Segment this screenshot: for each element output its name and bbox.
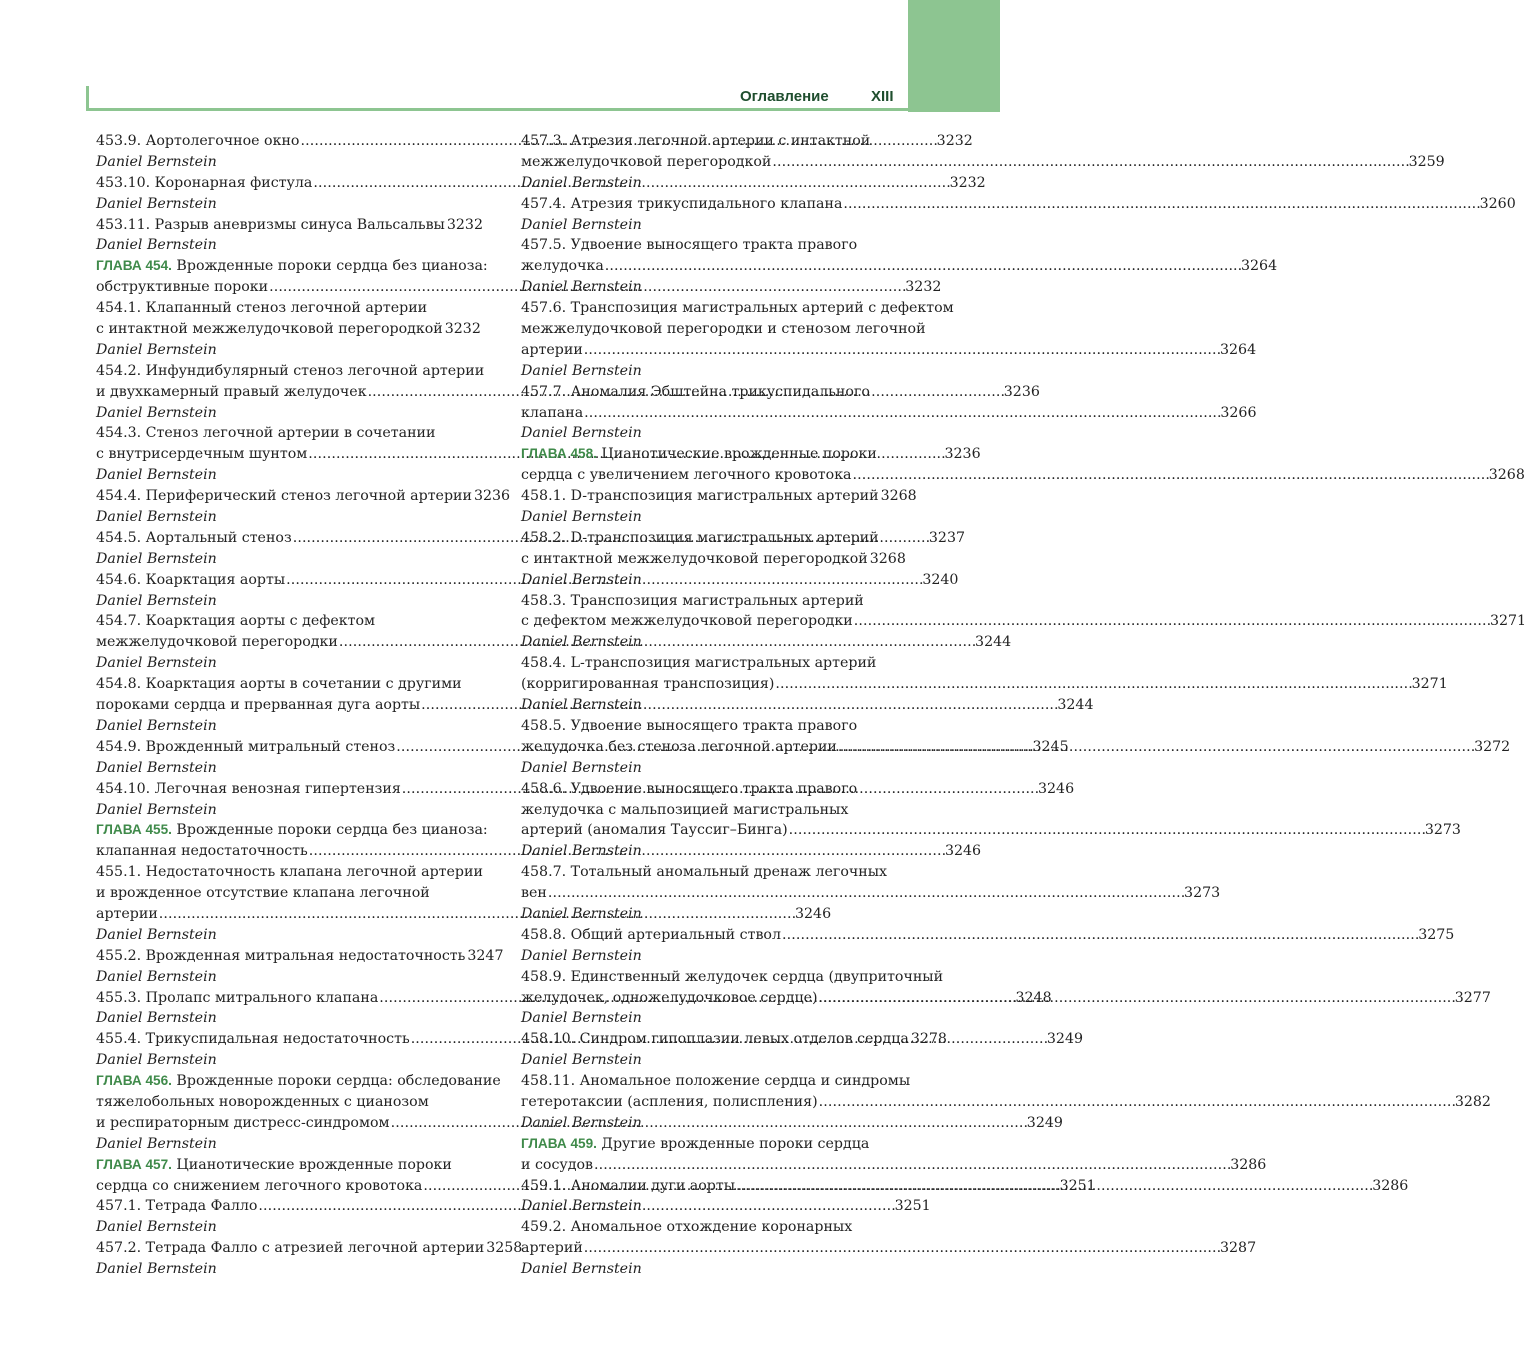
toc-entry-text: сердца с увеличением легочного кровотока <box>521 467 852 484</box>
toc-page-number: 3273 <box>1424 822 1461 839</box>
toc-entry-text: 458.8. Общий артериальный ствол <box>521 926 781 943</box>
toc-chapter-entry <box>96 820 488 841</box>
toc-entry-text: (корригированная транспозиция) <box>521 676 775 693</box>
dot-leader <box>605 256 1240 277</box>
toc-author: Daniel Bernstein <box>521 843 642 860</box>
toc-entry-text: и врожденное отсутствие клапана легочной <box>96 885 430 902</box>
toc-entry-text: 458.6. Удвоение выносящего тракта правого <box>521 780 858 797</box>
toc-entry <box>521 591 899 612</box>
toc-entry <box>521 235 899 256</box>
toc-entry-title <box>96 988 378 1009</box>
toc-author: Daniel Bernstein <box>521 634 642 651</box>
page-number: XIII <box>871 88 894 105</box>
running-header-title: Оглавление <box>740 88 829 105</box>
toc-entry <box>521 528 899 549</box>
toc-author: Daniel Bernstein <box>521 362 642 379</box>
toc-author: Daniel Bernstein <box>96 717 217 734</box>
chapter-label: ГЛАВА 455. <box>96 822 172 838</box>
toc-author: Daniel Bernstein <box>521 905 642 922</box>
toc-entry-text: 458.5. Удвоение выносящего тракта правого <box>521 717 858 734</box>
toc-entry-title <box>96 1238 484 1259</box>
toc-page-number: 3249 <box>1026 1114 1063 1131</box>
toc-entry <box>521 486 917 507</box>
toc-author: Daniel Bernstein <box>96 341 217 358</box>
toc-entry-text: 457.6. Транспозиция магистральных артерий с дефектом <box>521 300 954 317</box>
toc-page-number: 3246 <box>1038 780 1075 797</box>
toc-page-number: 3244 <box>1057 697 1094 714</box>
toc-entry <box>521 1155 1267 1176</box>
toc-page-number: 3272 <box>1474 738 1511 755</box>
toc-author: Daniel Bernstein <box>96 550 217 567</box>
toc-entry <box>521 298 954 319</box>
toc-entry <box>521 1071 911 1092</box>
toc-author: Daniel Bernstein <box>96 1261 217 1278</box>
dot-leader <box>736 1176 1371 1197</box>
toc-entry-text: желудочка <box>521 258 604 275</box>
toc-author: Daniel Bernstein <box>521 509 642 526</box>
toc-entry <box>521 549 906 570</box>
toc-entry-title <box>96 946 465 967</box>
toc-entry-title <box>96 319 443 340</box>
toc-entry-text: артерии <box>521 341 583 358</box>
toc-entry-text: 458.1. D-транспозиция магистральных артерий <box>521 488 879 505</box>
toc-page-number: 3236 <box>473 488 511 505</box>
toc-entry <box>521 319 926 340</box>
toc-entry-text: 458.10. Синдром гипоплазии левых отделов сердца <box>521 1031 909 1048</box>
toc-entry-text: 458.4. L-транспозиция магистральных артерий <box>521 655 877 672</box>
toc-entry-title <box>96 904 158 925</box>
toc-entry <box>96 674 474 695</box>
toc-author: Daniel Bernstein <box>521 571 642 588</box>
toc-entry-title <box>96 215 445 236</box>
toc-author: Daniel Bernstein <box>521 216 642 233</box>
toc-entry-title <box>521 152 771 173</box>
toc-chapter-entry <box>96 1155 474 1176</box>
toc-entry <box>521 820 1461 841</box>
toc-entry-title <box>521 403 583 424</box>
toc-entry-title <box>96 1196 257 1217</box>
toc-author: Daniel Bernstein <box>96 926 217 943</box>
toc-entry <box>96 946 504 967</box>
toc-author: Daniel Bernstein <box>96 1010 217 1027</box>
dot-leader <box>853 465 1488 486</box>
toc-entry-text: 454.7. Коарктация аорты с дефектом <box>96 613 376 630</box>
toc-entry-text: межжелудочковой перегородки <box>96 634 338 651</box>
toc-entry-title <box>521 340 583 361</box>
toc-entry <box>96 862 483 883</box>
toc-author: Daniel Bernstein <box>521 1198 642 1215</box>
toc-entry-text: и респираторным дистресс-синдромом <box>96 1114 390 1131</box>
toc-entry <box>521 403 1257 424</box>
toc-entry-text: 455.4. Трикуспидальная недостаточность <box>96 1031 410 1048</box>
toc-entry-text: клапана <box>521 404 584 421</box>
toc-entry-text: с интактной межжелудочковой перегородкой <box>521 550 868 567</box>
toc-entry-title <box>96 444 307 465</box>
toc-entry-title <box>521 465 852 486</box>
toc-entry-title <box>521 883 547 904</box>
toc-entry-title <box>521 674 774 695</box>
toc-entry-text: 457.2. Тетрада Фалло с атрезией легочной артерии <box>96 1240 485 1257</box>
toc-page-number: 3264 <box>1241 258 1278 275</box>
toc-entry-text: Цианотические врожденные пороки <box>596 446 877 463</box>
toc-entry <box>521 152 1445 173</box>
toc-author: Daniel Bernstein <box>96 801 217 818</box>
toc-entry-text: 453.10. Коронарная фистула <box>96 174 313 191</box>
toc-entry-text: тяжелобольных новорожденных с цианозом <box>96 1093 429 1110</box>
toc-entry <box>96 486 511 507</box>
toc-page-number: 3246 <box>944 843 982 860</box>
toc-entry-text: Врожденные пороки сердца: обследование <box>171 1073 501 1090</box>
header-rule <box>86 108 908 111</box>
dot-leader <box>584 1238 1219 1259</box>
toc-page-number: 3273 <box>1184 885 1221 902</box>
toc-page-number: 3240 <box>922 571 959 588</box>
toc-entry <box>521 131 899 152</box>
toc-author: Daniel Bernstein <box>96 655 217 672</box>
chapter-label: ГЛАВА 458. <box>521 446 597 462</box>
toc-page-number: 3286 <box>1230 1156 1267 1173</box>
toc-entry-title <box>96 131 299 152</box>
toc-entry <box>521 967 944 988</box>
toc-entry-title <box>521 256 604 277</box>
toc-entry-title <box>521 1238 583 1259</box>
toc-entry-text: Врожденные пороки сердца без цианоза: <box>171 822 488 839</box>
toc-author: Daniel Bernstein <box>521 1114 642 1131</box>
toc-chapter-entry <box>521 1134 899 1155</box>
toc-page-number: 3237 <box>928 529 966 546</box>
chapter-label: ГЛАВА 459. <box>521 1135 597 1151</box>
toc-page-number: 3278 <box>910 1031 947 1048</box>
dot-leader <box>843 194 1478 215</box>
toc-entry-text: межжелудочковой перегородки и стенозом легочной <box>521 321 926 338</box>
toc-entry-title <box>521 611 853 632</box>
toc-entry-text: Врожденные пороки сердца без цианоза: <box>171 258 488 275</box>
toc-entry-text: 454.1. Клапанный стеноз легочной артерии <box>96 300 428 317</box>
toc-entry <box>96 1092 474 1113</box>
toc-entry-text: 457.5. Удвоение выносящего тракта правого <box>521 237 858 254</box>
toc-chapter-entry <box>96 1071 501 1092</box>
toc-entry-text: 454.5. Аортальный стеноз <box>96 529 292 546</box>
toc-entry-title <box>96 382 367 403</box>
toc-entry-title <box>96 173 312 194</box>
dot-leader <box>789 820 1424 841</box>
toc-entry-text: обструктивные пороки <box>96 279 269 296</box>
toc-entry-text: и двухкамерный правый желудочек <box>96 383 367 400</box>
toc-page-number: 3236 <box>944 446 981 463</box>
toc-page-number: 3251 <box>894 1198 931 1215</box>
toc-entry-text: клапанная недостаточность <box>96 843 308 860</box>
toc-entry-text: 458.11. Аномальное положение сердца и синдромы <box>521 1073 911 1090</box>
toc-author: Daniel Bernstein <box>521 279 642 296</box>
toc-author: Daniel Bernstein <box>96 153 217 170</box>
toc-entry-text: 453.9. Аортолегочное окно <box>96 133 300 149</box>
toc-chapter-entry <box>521 444 899 465</box>
toc-entry-title <box>96 1176 422 1197</box>
toc-page-number: 3287 <box>1219 1240 1257 1257</box>
toc-page-number: 3247 <box>467 947 504 964</box>
dot-leader <box>594 1155 1229 1176</box>
toc-entry-title <box>96 632 338 653</box>
toc-entry-title <box>96 841 308 862</box>
toc-entry-text: 457.7. Аномалия Эбштейна трикуспидального <box>521 383 870 400</box>
toc-page-number: 3248 <box>1015 989 1052 1006</box>
toc-page-number: 3271 <box>1489 613 1526 630</box>
toc-entry-text: желудочек, одножелудочковое сердце) <box>521 989 818 1006</box>
toc-entry-title <box>521 925 781 946</box>
toc-entry-text: желудочка без стеноза легочной артерии <box>521 738 837 755</box>
toc-author: Daniel Bernstein <box>96 237 217 254</box>
toc-author: Daniel Bernstein <box>96 1219 217 1236</box>
toc-entry <box>96 1238 523 1259</box>
toc-entry-text: сердца со снижением легочного кровотока <box>96 1177 423 1194</box>
toc-entry-text: артерий (аномалия Тауссиг–Бинга) <box>521 822 788 839</box>
toc-page-number: 3251 <box>1059 1177 1096 1194</box>
toc-entry-text: 457.4. Атрезия трикуспидального клапана <box>521 195 843 212</box>
toc-entry <box>96 298 474 319</box>
dot-leader <box>819 988 1454 1009</box>
toc-entry <box>96 361 485 382</box>
toc-page-number: 3232 <box>949 174 986 191</box>
toc-author: Daniel Bernstein <box>96 1135 217 1152</box>
toc-author: Daniel Bernstein <box>96 592 217 609</box>
toc-entry-text: гетеротаксии (аспления, полиспления) <box>521 1093 818 1110</box>
toc-author: Daniel Bernstein <box>521 759 642 776</box>
toc-entry-text: с интактной межжелудочковой перегородкой <box>96 321 443 338</box>
toc-entry-title <box>521 549 868 570</box>
toc-page-number: 3245 <box>1032 738 1069 755</box>
toc-page-number: 3232 <box>936 133 973 149</box>
toc-page-number: 3249 <box>1046 1031 1083 1048</box>
chapter-label: ГЛАВА 457. <box>96 1156 172 1172</box>
toc-entry-text: 454.6. Коарктация аорты <box>96 571 286 588</box>
toc-page-number: 3258 <box>486 1240 523 1257</box>
toc-entry-text: 454.9. Врожденный митральный стеноз <box>96 738 396 755</box>
toc-entry-title <box>521 820 788 841</box>
toc-entry-text: 457.1. Тетрада Фалло <box>96 1198 258 1215</box>
toc-author: Daniel Bernstein <box>521 1261 642 1278</box>
toc-entry-title <box>521 486 879 507</box>
toc-entry-text: вен <box>521 885 547 902</box>
toc-entry-text: 458.2. D-транспозиция магистральных артерий <box>521 529 879 546</box>
toc-page-number: 3282 <box>1454 1093 1491 1110</box>
toc-page-number: 3264 <box>1219 341 1257 358</box>
toc-entry-title <box>96 570 285 591</box>
toc-entry-text: 453.11. Разрыв аневризмы синуса Вальсальвы <box>96 216 445 233</box>
page-corner-tab <box>908 0 1000 112</box>
toc-page-number: 3232 <box>446 216 483 233</box>
toc-entry-title <box>521 1092 818 1113</box>
toc-entry-text: Цианотические врожденные пороки <box>171 1156 452 1173</box>
toc-author: Daniel Bernstein <box>521 697 642 714</box>
toc-entry <box>96 215 483 236</box>
toc-entry-text: 454.4. Периферический стеноз легочной артерии <box>96 488 472 505</box>
toc-entry-text: артерии <box>96 905 158 922</box>
toc-entry-title <box>96 1029 410 1050</box>
toc-entry-title <box>96 737 395 758</box>
toc-entry <box>521 611 1526 632</box>
toc-entry-text: 459.1. Аномалии дуги аорты <box>521 1177 736 1194</box>
dot-leader <box>775 674 1410 695</box>
toc-entry <box>521 340 1257 361</box>
toc-entry-title <box>96 1113 390 1134</box>
toc-entry <box>521 465 1525 486</box>
toc-entry-text: 454.3. Стеноз легочной артерии в сочетании <box>96 425 436 442</box>
toc-entry-text: 454.2. Инфундибулярный стеноз легочной артерии <box>96 362 485 379</box>
toc-entry-text: с дефектом межжелудочковой перегородки <box>521 613 853 630</box>
toc-entry <box>521 194 1516 215</box>
toc-page-number: 3275 <box>1418 926 1455 943</box>
toc-entry-title <box>521 1176 735 1197</box>
toc-entry-title <box>521 1029 909 1050</box>
dot-leader <box>782 925 1417 946</box>
toc-entry-text: 458.7. Тотальный аномальный дренаж легочных <box>521 864 888 881</box>
dot-leader <box>584 403 1219 424</box>
toc-author: Daniel Bernstein <box>96 1052 217 1069</box>
toc-entry-text: 457.3. Атрезия легочной артерии с интактной <box>521 133 871 149</box>
toc-entry <box>521 382 899 403</box>
toc-entry-text: 458.3. Транспозиция магистральных артерий <box>521 592 864 609</box>
dot-leader <box>548 883 1183 904</box>
toc-entry <box>521 800 899 821</box>
toc-entry-text: межжелудочковой перегородкой <box>521 153 772 170</box>
toc-entry <box>521 862 899 883</box>
toc-entry-text: 454.10. Легочная венозная гипертензия <box>96 780 401 797</box>
toc-page-number: 3266 <box>1220 404 1257 421</box>
toc-author: Daniel Bernstein <box>521 174 642 191</box>
toc-page-number: 3244 <box>975 634 1012 651</box>
toc-author: Daniel Bernstein <box>521 425 642 442</box>
toc-entry-text: 459.2. Аномальное отхождение коронарных <box>521 1219 853 1236</box>
toc-entry-title <box>96 486 472 507</box>
toc-page-number: 3260 <box>1479 195 1516 212</box>
toc-author: Daniel Bernstein <box>96 968 217 985</box>
toc-page-number: 3271 <box>1411 676 1448 693</box>
toc-entry-title <box>521 1155 593 1176</box>
toc-page-number: 3277 <box>1454 989 1491 1006</box>
toc-entry-text: 455.1. Недостаточность клапана легочной артерии <box>96 864 483 881</box>
toc-entry <box>521 1238 1257 1259</box>
toc-entry-title <box>521 194 842 215</box>
toc-entry-text: артерий <box>521 1240 583 1257</box>
toc-entry-title <box>521 988 818 1009</box>
toc-entry-text: 455.3. Пролапс митрального клапана <box>96 989 379 1006</box>
toc-entry-text: 455.2. Врожденная митральная недостаточность <box>96 947 466 964</box>
toc-entry <box>521 925 1455 946</box>
toc-entry <box>521 779 899 800</box>
toc-entry-text: 454.8. Коарктация аорты в сочетании с другими <box>96 676 462 693</box>
toc-entry-title <box>96 277 268 298</box>
toc-entry <box>96 423 474 444</box>
toc-entry-text: желудочка с мальпозицией магистральных <box>521 801 849 818</box>
toc-author: Daniel Bernstein <box>96 195 217 212</box>
toc-author: Daniel Bernstein <box>521 947 642 964</box>
dot-leader <box>838 737 1473 758</box>
toc-entry <box>521 1217 899 1238</box>
toc-entry <box>521 1092 1491 1113</box>
toc-page-number: 3246 <box>794 905 832 922</box>
toc-author: Daniel Bernstein <box>521 1010 642 1027</box>
toc-author: Daniel Bernstein <box>96 759 217 776</box>
toc-page-number: 3268 <box>869 550 906 567</box>
toc-entry-text: пороками сердца и прерванная дуга аорты <box>96 697 421 714</box>
toc-entry-title <box>521 737 837 758</box>
toc-page-number: 3259 <box>1408 153 1445 170</box>
dot-leader <box>772 152 1407 173</box>
toc-author: Daniel Bernstein <box>521 1052 642 1069</box>
toc-entry <box>96 611 474 632</box>
toc-author: Daniel Bernstein <box>96 509 217 526</box>
toc-entry <box>96 319 481 340</box>
toc-entry-text: Другие врожденные пороки сердца <box>596 1135 870 1152</box>
chapter-label: ГЛАВА 454. <box>96 258 172 274</box>
toc-entry-text: и сосудов <box>521 1156 594 1173</box>
toc-entry <box>521 653 899 674</box>
toc-entry <box>521 883 1221 904</box>
toc-page-number: 3268 <box>880 488 917 505</box>
toc-entry <box>521 716 899 737</box>
dot-leader <box>854 611 1489 632</box>
toc-entry-title <box>96 779 401 800</box>
toc-page-number: 3232 <box>444 321 481 338</box>
toc-entry <box>521 256 1278 277</box>
toc-entry <box>521 1029 947 1050</box>
toc-page-number: 3286 <box>1372 1177 1409 1194</box>
toc-entry-title <box>96 528 292 549</box>
dot-leader <box>584 340 1219 361</box>
toc-page-number: 3232 <box>905 279 942 296</box>
toc-page-number: 3236 <box>1003 383 1040 400</box>
toc-author: Daniel Bernstein <box>96 467 217 484</box>
toc-author: Daniel Bernstein <box>96 404 217 421</box>
dot-leader <box>819 1092 1454 1113</box>
toc-entry <box>96 883 474 904</box>
toc-entry-text: 458.9. Единственный желудочек сердца (двуприточный <box>521 968 944 985</box>
toc-entry-text: с внутрисердечным шунтом <box>96 446 308 463</box>
toc-page-number: 3268 <box>1488 467 1525 484</box>
toc-chapter-entry <box>96 256 488 277</box>
toc-entry <box>521 674 1448 695</box>
toc-entry-title <box>96 695 420 716</box>
chapter-label: ГЛАВА 456. <box>96 1073 172 1089</box>
